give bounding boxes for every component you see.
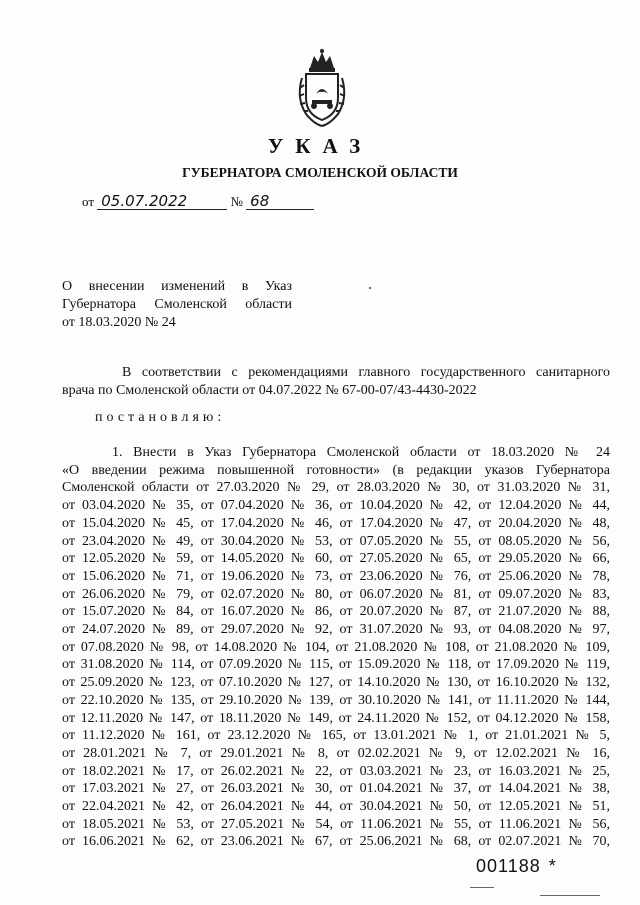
clause-line: от 03.04.2020 № 35, от 07.04.2020 № 36, от 10.04.2020 № 42, от 12.04.2020 № 44, xyxy=(62,498,610,514)
date-number-line xyxy=(82,193,314,210)
clause-line: от 12.11.2020 № 147, от 18.11.2020 № 149, от 24.11.2020 № 152, от 04.12.2020 № 158, xyxy=(62,710,610,726)
scan-mark xyxy=(470,887,494,888)
clause-line: от 15.07.2020 № 84, от 16.07.2020 № 86, от 20.07.2020 № 87, от 21.07.2020 № 88, xyxy=(62,604,610,620)
clause-line: от 11.12.2020 № 161, от 23.12.2020 № 165, от 13.01.2021 № 1, от 21.01.2021 № 5, xyxy=(62,728,610,744)
number-prefix: № xyxy=(230,194,243,209)
handwritten-date: 05.07.2022 xyxy=(97,193,227,210)
clause-line: «О введении режима повышенной готовности» (в редакции указов Губернатора xyxy=(62,462,610,478)
clause-line: от 12.05.2020 № 59, от 14.05.2020 № 60, от 27.05.2020 № 65, от 29.05.2020 № 66, xyxy=(62,551,610,567)
preamble-line: врача по Смоленской области от 04.07.2022 № 67-00-07/43-4430-2022 xyxy=(62,383,477,398)
stamp-number: 001188 xyxy=(476,856,541,876)
scan-mark xyxy=(540,895,600,896)
preamble-line: В соответствии с рекомендациями главного государственного санитарного xyxy=(122,365,610,380)
coat-of-arms-emblem xyxy=(292,48,352,128)
clause-line: от 25.09.2020 № 123, от 07.10.2020 № 127, от 14.10.2020 № 130, от 16.10.2020 № 132, xyxy=(62,675,610,691)
clause-line: от 22.04.2021 № 42, от 26.04.2021 № 44, от 30.04.2021 № 50, от 12.05.2021 № 51, xyxy=(62,799,610,815)
handwritten-number: 68 xyxy=(246,193,314,210)
clause-line: от 24.07.2020 № 89, от 29.07.2020 № 92, от 31.07.2020 № 93, от 04.08.2020 № 97, xyxy=(62,622,610,638)
speck xyxy=(369,287,371,289)
decree-word: постановляю: xyxy=(95,410,226,425)
document-title: УКАЗ xyxy=(267,134,373,158)
clause-line: от 23.04.2020 № 49, от 30.04.2020 № 53, от 07.05.2020 № 55, от 08.05.2020 № 56, xyxy=(62,533,610,549)
clause-line: от 15.06.2020 № 71, от 19.06.2020 № 73, от 23.06.2020 № 76, от 25.06.2020 № 78, xyxy=(62,568,610,584)
stamp-mark: * xyxy=(548,856,557,876)
clause-line: от 18.05.2021 № 53, от 27.05.2021 № 54, от 11.06.2021 № 55, от 11.06.2021 № 56, xyxy=(62,816,610,832)
subject-line: Губернатора Смоленской области xyxy=(62,297,292,312)
clause-line: от 31.08.2020 № 114, от 07.09.2020 № 115, от 15.09.2020 № 118, от 17.09.2020 № 119, xyxy=(62,657,610,673)
clause-line: от 17.03.2021 № 27, от 26.03.2021 № 30, от 01.04.2021 № 37, от 14.04.2021 № 38, xyxy=(62,781,610,797)
registration-stamp xyxy=(476,856,557,877)
clause-line: 1. Внести в Указ Губернатора Смоленской области от 18.03.2020 № 24 xyxy=(112,445,610,460)
document-subtitle: ГУБЕРНАТОРА СМОЛЕНСКОЙ ОБЛАСТИ xyxy=(182,165,458,180)
date-prefix: от xyxy=(82,194,95,209)
clause-line: от 26.06.2020 № 79, от 02.07.2020 № 80, от 06.07.2020 № 81, от 09.07.2020 № 83, xyxy=(62,586,610,602)
clause-line: от 28.01.2021 № 7, от 29.01.2021 № 8, от 02.02.2021 № 9, от 12.02.2021 № 16, xyxy=(62,745,610,761)
subject-line: от 18.03.2020 № 24 xyxy=(62,315,176,330)
clause-line: от 07.08.2020 № 98, от 14.08.2020 № 104, от 21.08.2020 № 108, от 21.08.2020 № 109, xyxy=(62,639,610,655)
clause-line: от 18.02.2021 № 17, от 26.02.2021 № 22, от 03.03.2021 № 23, от 16.03.2021 № 25, xyxy=(62,763,610,779)
clause-line: от 22.10.2020 № 135, от 29.10.2020 № 139, от 30.10.2020 № 141, от 11.11.2020 № 144, xyxy=(62,692,610,708)
clause-line: от 16.06.2021 № 62, от 23.06.2021 № 67, от 25.06.2021 № 68, от 02.07.2021 № 70, xyxy=(62,834,610,850)
decree-subject xyxy=(62,278,292,332)
subject-line: О внесении изменений в Указ xyxy=(62,279,292,294)
preamble-paragraph xyxy=(62,364,610,400)
clause-line: от 15.04.2020 № 45, от 17.04.2020 № 46, от 17.04.2020 № 47, от 20.04.2020 № 48, xyxy=(62,515,610,531)
clause-1-paragraph xyxy=(62,444,610,851)
clause-line: Смоленской области от 27.03.2020 № 29, от 28.03.2020 № 30, от 31.03.2020 № 31, xyxy=(62,480,610,496)
